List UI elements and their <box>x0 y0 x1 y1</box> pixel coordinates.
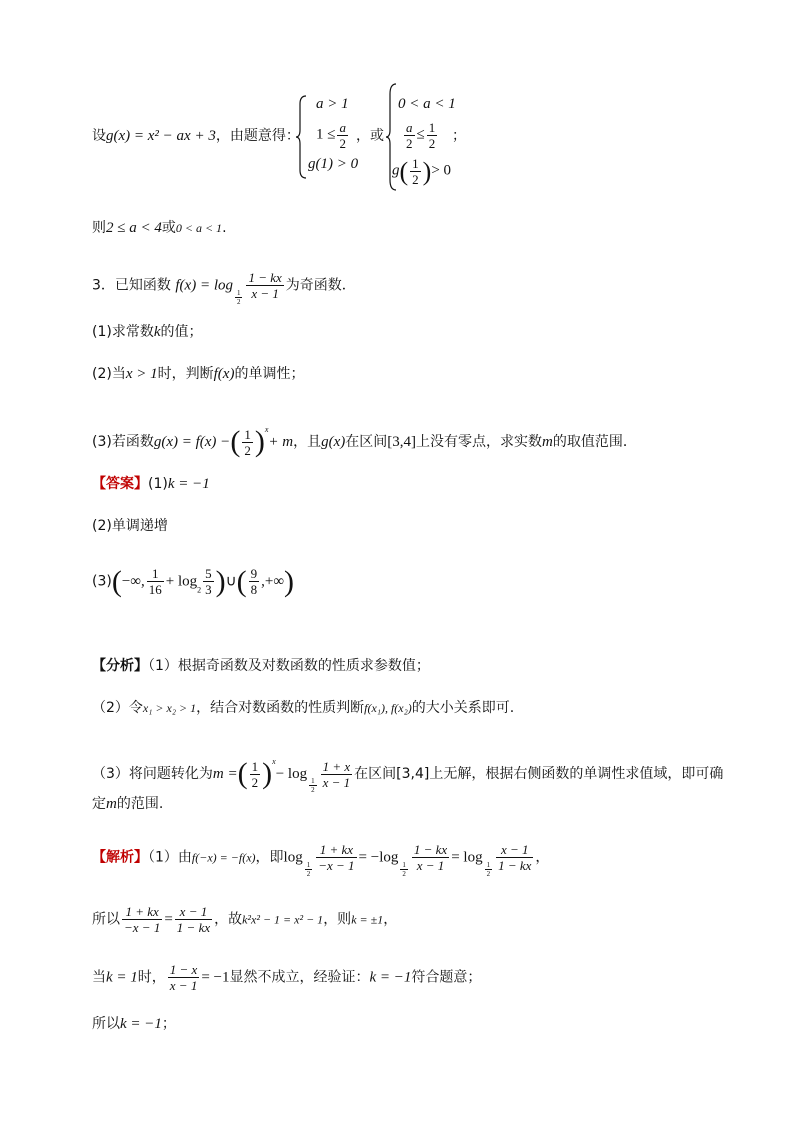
analysis-p3-half-num: 1 <box>251 758 259 774</box>
question-2 <box>92 364 304 384</box>
q2-f: f(x) <box>213 366 235 382</box>
sys1-frac-den: 2 <box>339 136 346 151</box>
solution-s2-expr: k²x² − 1 = x² − 1 <box>242 912 324 927</box>
analysis-line-1 <box>92 656 430 676</box>
solution-s3-num: 1 − x <box>169 962 198 977</box>
g-definition: g(x) = x² − ax + 3 <box>106 128 216 144</box>
sys2-leq: ≤ <box>416 126 425 143</box>
problem-number: 3．已知函数 <box>92 277 171 294</box>
analysis-p3-exp: x <box>272 757 276 766</box>
q3-half-num: 1 <box>244 426 251 442</box>
solution-s1-f3-num: x − 1 <box>496 842 533 858</box>
analysis-line-3: （3）将问题转化为m =( $\frac{1}{2}$ )$^x$− log $\frac{1}{2}$ $\frac{1 + x}{x - 1}$ 在区间[3,4]上无解，根据右侧函数的单调性求值域，即可确 <box>92 757 724 794</box>
analysis-p3-base-num: 1 <box>311 777 315 785</box>
log-base-den: 2 <box>236 297 241 306</box>
solution-s2-f1-num: 1 + kx <box>122 904 162 920</box>
answer-3-log: + log <box>165 573 198 590</box>
solution-s1-base1-num: 1 <box>306 860 311 869</box>
analysis-p2-fs: f(x₁), f(x₂) <box>364 701 412 715</box>
answer-3-left: −∞, <box>121 573 145 590</box>
result-prefix: 则 <box>92 220 106 236</box>
analysis-p3-m: m = <box>212 766 238 782</box>
answer-line-1 <box>92 474 210 494</box>
solution-line-4 <box>92 1014 176 1034</box>
problem-statement <box>92 270 356 306</box>
q3-mid1: ，且 <box>293 434 322 450</box>
analysis-p3-cont-m: m <box>106 796 117 812</box>
result-range-a: 2 ≤ a < 4 <box>106 220 162 236</box>
sys2-g: g <box>392 162 400 179</box>
log-base-num: 1 <box>236 288 241 297</box>
q3-prefix: (3)若函数 <box>92 434 154 450</box>
q3-half-den: 2 <box>244 442 251 458</box>
solution-s2-f2-num: x − 1 <box>175 904 212 920</box>
answer-line-2 <box>92 516 168 536</box>
answer-3-log-base: 2 <box>197 585 202 595</box>
answer-3-log-num: 5 <box>205 566 212 581</box>
solution-s1-f1-num: 1 + kx <box>316 842 356 858</box>
q2-cond: x > 1 <box>125 366 158 382</box>
inequality-system-1 <box>294 94 364 180</box>
solution-s2-f2-den: 1 − kx <box>176 920 211 935</box>
solution-s2-mid: ，故 <box>214 911 243 928</box>
sys2-frac1-num: a <box>406 120 413 135</box>
sys1-row2-left: 1 ≤ <box>316 126 336 143</box>
analysis-p2-cond: x₁ > x₂ > 1 <box>142 701 197 715</box>
solution-s1-log1: log <box>283 849 303 866</box>
q3-g: g(x) = f(x) − <box>153 434 231 450</box>
solution-s4-prefix: 所以 <box>92 1016 120 1032</box>
solution-s2-eq: = <box>164 911 173 928</box>
solution-s1-base3-den: 2 <box>486 869 491 878</box>
answer-tag: 【答案】 <box>92 476 148 492</box>
solution-s1-base2-den: 2 <box>402 869 406 878</box>
solution-s3-eq: = −1 <box>201 969 230 986</box>
answer-1: k = −1 <box>167 476 210 492</box>
analysis-line-2 <box>92 698 514 718</box>
solution-s2-f1-den: −x − 1 <box>124 920 161 935</box>
or-label: ，或 <box>356 128 384 144</box>
analysis-line-4 <box>92 794 163 814</box>
answer-3-union: ∪ <box>225 573 237 590</box>
answer-3-prefix: (3) <box>92 573 112 590</box>
solution-s1-eq: f(−x) = −f(x) <box>191 850 256 865</box>
or-text <box>356 126 384 146</box>
q3-mid2: 在区间 <box>345 434 388 450</box>
question-1 <box>92 322 203 342</box>
sys1-row1: a > 1 <box>316 96 349 112</box>
solution-s1-prefix: （1）由 <box>148 849 192 866</box>
analysis-p3-suffix: 在区间[3,4]上无解，根据右侧函数的单调性求值域，即可确 <box>354 766 724 782</box>
solution-s3-den: x − 1 <box>169 978 198 993</box>
f-frac-num: 1 − kx <box>248 270 282 285</box>
analysis-p3-frac-num: 1 + x <box>322 758 351 774</box>
result-range-b: 0 < a < 1 <box>175 221 223 235</box>
intro-result <box>92 218 227 238</box>
answer-3-right-den: 8 <box>250 582 258 597</box>
solution-s3-prefix: 当 <box>92 969 106 986</box>
sys2-row1: 0 < a < 1 <box>398 96 456 112</box>
solution-s1-base2-num: 1 <box>402 860 406 869</box>
analysis-tag: 【分析】 <box>92 658 148 674</box>
solution-line-3 <box>92 962 481 993</box>
solution-s1-f2-den: x − 1 <box>416 858 445 873</box>
solution-s1-eq2: = −log <box>358 849 399 866</box>
semicolon <box>452 126 466 146</box>
solution-s1-end: ， <box>535 849 550 866</box>
solution-s4-k: k = −1 <box>120 1016 162 1032</box>
analysis-p3-frac-den: x − 1 <box>322 774 351 790</box>
analysis-p2-mid: ，结合对数函数的性质判断 <box>196 700 365 716</box>
q3-interval: [3,4] <box>387 434 416 450</box>
q3-exp: x <box>264 425 269 434</box>
solution-s1-mid: ，即 <box>255 849 284 866</box>
q1-suffix: 的值； <box>160 324 203 340</box>
solution-s1-f3-den: 1 − kx <box>498 858 532 873</box>
result-or: 或 <box>161 220 176 236</box>
solution-s3-k: k = 1 <box>106 969 138 986</box>
sys2-frac2-den: 2 <box>428 136 436 151</box>
q3-suffix: 的取值范围． <box>552 434 637 450</box>
q3-mid3: 上没有零点，求实数 <box>416 434 542 450</box>
solution-s3-k2: k = −1 <box>369 969 412 986</box>
q1-prefix: (1)求常数 <box>92 324 154 340</box>
left-brace-icon <box>294 94 308 180</box>
q2-suffix: 的单调性； <box>234 366 305 382</box>
answer-3-right-num: 9 <box>250 566 258 581</box>
q3-m: m <box>542 434 553 450</box>
sys2-frac1-den: 2 <box>406 136 413 151</box>
intro-line <box>92 126 300 146</box>
problem-suffix: 为奇函数． <box>285 277 356 294</box>
sys2-gt0: > 0 <box>431 162 452 179</box>
intro-text: ，由题意得： <box>215 128 300 144</box>
analysis-p3-minus-log: − log <box>275 766 308 782</box>
solution-s3-suffix: 符合题意； <box>411 969 482 986</box>
sys2-frac3-den: 2 <box>412 172 419 187</box>
solution-s4-suffix: ； <box>161 1016 176 1032</box>
solution-s1-f2-num: 1 − kx <box>413 842 448 857</box>
semicolon-label: ； <box>452 128 466 144</box>
result-end: . <box>222 220 227 236</box>
answer-3-log-den: 3 <box>205 582 212 597</box>
answer-1-prefix: (1) <box>148 476 168 492</box>
q2-prefix: (2)当 <box>92 366 126 382</box>
intro-prefix: 设 <box>92 128 106 144</box>
analysis-p3-half-den: 2 <box>251 774 259 790</box>
answer-2: (2)单调递增 <box>92 518 168 534</box>
analysis-p3-base-den: 2 <box>311 786 315 794</box>
q2-mid: 时，判断 <box>157 366 214 382</box>
answer-3-frac-den: 16 <box>148 582 162 597</box>
sys2-frac3-num: 1 <box>412 156 419 171</box>
solution-s3-mid2: 显然不成立，经验证： <box>229 969 370 986</box>
solution-line-2 <box>92 904 397 935</box>
solution-s1-base3-num: 1 <box>486 860 491 869</box>
answer-line-3: (3)(−∞, $\frac{1}{16}$ + $\log_2$ $\frac{5}{3}$ )∪( $\frac{9}{8}$ ,+∞) <box>92 564 295 598</box>
solution-s3-mid: 时， <box>137 969 166 986</box>
analysis-p3-prefix: （3）将问题转化为 <box>92 766 213 782</box>
analysis-p1: （1）根据奇函数及对数函数的性质求参数值； <box>148 658 430 674</box>
solution-s1-base1-den: 2 <box>306 869 311 878</box>
solution-s2-end: ， <box>383 911 398 928</box>
solution-s1-f1-den: −x − 1 <box>318 858 355 873</box>
q3-plus: + m <box>268 434 294 450</box>
answer-3-right: ,+∞ <box>261 573 285 590</box>
analysis-p2-prefix: （2）令 <box>92 700 143 716</box>
solution-line-1 <box>92 842 549 878</box>
sys1-frac-num: a <box>339 120 346 135</box>
solution-s2-prefix: 所以 <box>92 911 120 928</box>
q3-gx: g(x) <box>321 434 346 450</box>
question-3: (3)若函数g(x) = f(x) −( $\frac{1}{2}$ )$^x$+ m，且g(x)在区间[3,4]上没有零点，求实数m的取值范围． <box>92 425 637 458</box>
f-definition: f(x) = log <box>175 277 233 294</box>
analysis-p3-cont-suffix: 的范围. <box>116 796 164 812</box>
analysis-p2-suffix: 的大小关系即可. <box>411 700 515 716</box>
solution-s2-k: k = ±1 <box>351 912 384 927</box>
analysis-p3-cont-prefix: 定 <box>92 796 106 812</box>
answer-3-frac-num: 1 <box>147 566 164 582</box>
inequality-system-2: 0 < a < 1 $\frac{a}{2}$ ≤ $\frac{1}{2}$ g( $\frac{1}{2}$ )> 0 <box>384 82 474 192</box>
solution-s1-eq3: = log <box>451 849 483 866</box>
sys2-frac2-num: 1 <box>428 120 436 135</box>
q1-var: k <box>153 324 161 340</box>
solution-s2-mid2: ，则 <box>323 911 352 928</box>
sys1-row3: g(1) > 0 <box>308 156 359 172</box>
solution-tag: 【解析】 <box>92 849 148 866</box>
f-frac-den: x − 1 <box>251 286 279 301</box>
